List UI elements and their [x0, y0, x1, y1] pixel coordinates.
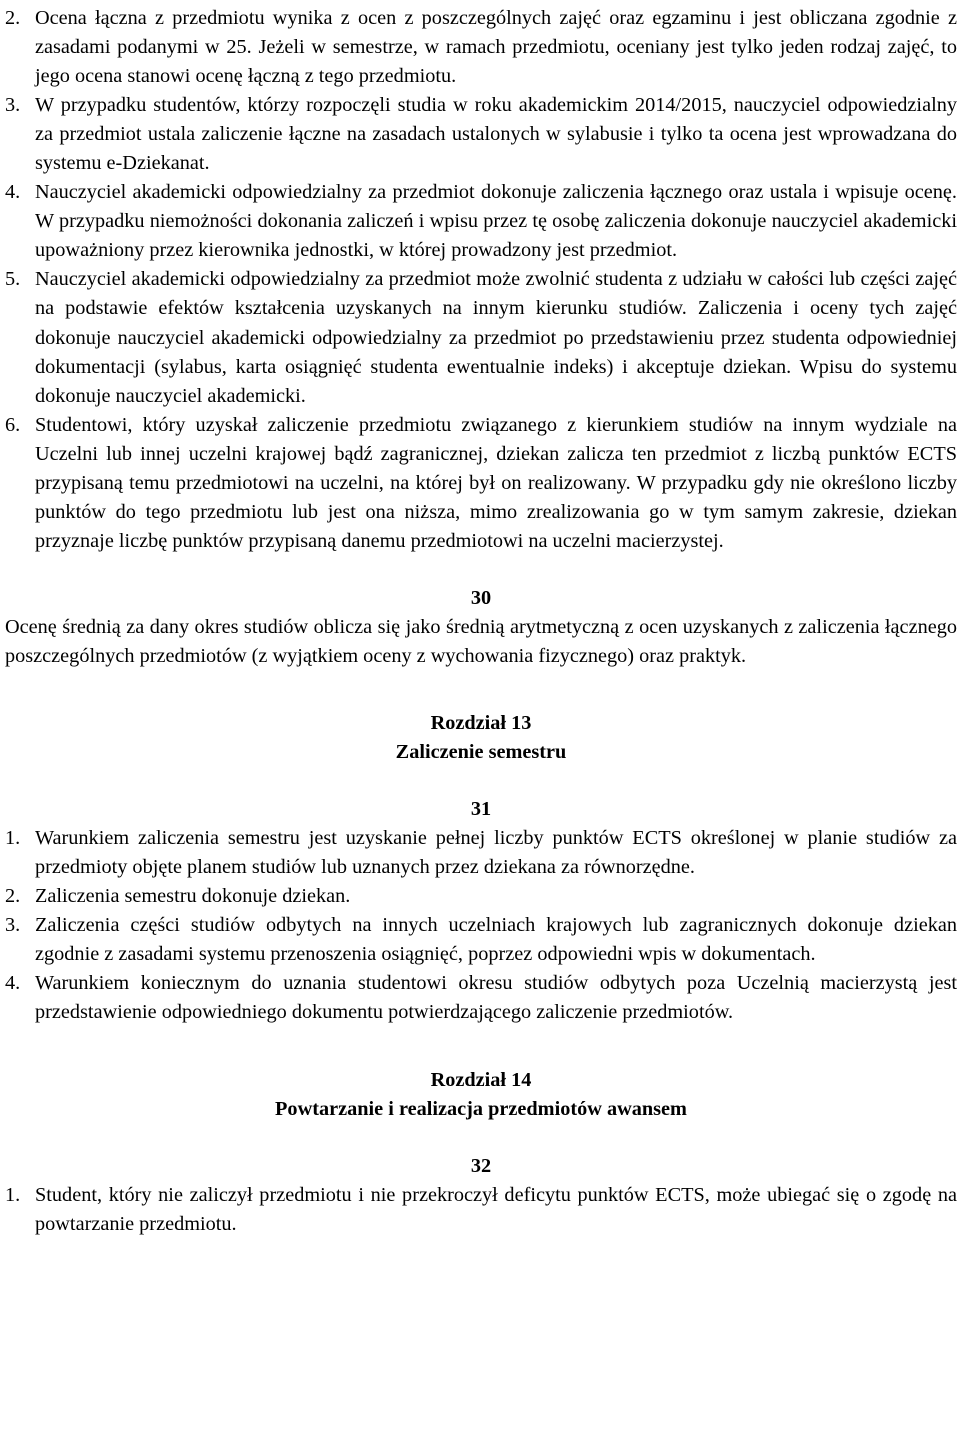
list-item: [5, 91, 957, 178]
item-text: Warunkiem koniecznym do uznania studentowi okresu studiów odbytych poza Uczelnią macierzystą jest przedstawienie odpowiedniego dokumentu potwierdzającego zaliczenie przedmiotów.: [35, 972, 957, 1024]
item-number: 3.: [5, 94, 21, 117]
item-text: Nauczyciel akademicki odpowiedzialny za przedmiot może zwolnić studenta z udziału w całości lub części zajęć na podstawie efektów kształcenia uzyskanych na innym kierunku studiów. Zaliczenia i oceny tych zajęć dokonuje nauczyciel akademicki odpowiedzialny za przedmiot po przedstawieniu przez studenta odpowiedniej dokumentacji (sylabus, karta osiągnięć studenta ewentualnie indeks) i akceptuje dziekan. Wpisu do systemu dokonuje nauczyciel akademicki.: [35, 268, 957, 407]
item-number: 4.: [5, 972, 21, 995]
section-heading-30: 30: [470, 586, 492, 609]
list-item: [5, 1181, 957, 1239]
list-item: [5, 882, 957, 911]
item-text: Nauczyciel akademicki odpowiedzialny za przedmiot dokonuje zaliczenia łącznego oraz ustala i wpisuje ocenę. W przypadku niemożności dokonania zaliczeń i wpisu przez tę osobę zaliczenia dokonuje nauczyciel akademicki upoważniony przez kierownika jednostki, w której prowadzony jest przedmiot.: [35, 181, 957, 262]
list-item: [5, 969, 957, 1027]
item-number: 2.: [5, 885, 21, 908]
item-text: Warunkiem zaliczenia semestru jest uzyskanie pełnej liczby punktów ECTS określonej w planie studiów za przedmioty objęte planem studiów lub uznanych przez dziekana za równorzędne.: [35, 827, 957, 879]
list-item: [5, 265, 957, 410]
chapter-13-subtitle: Zaliczenie semestru: [395, 741, 567, 764]
item-number: 1.: [5, 827, 21, 850]
item-number: 5.: [5, 268, 21, 291]
chapter-13-title: Rozdział 13: [430, 712, 532, 735]
item-number: 1.: [5, 1183, 21, 1206]
item-text: Zaliczenia semestru dokonuje dziekan.: [35, 885, 351, 908]
list-item: [5, 911, 957, 969]
document-page: [5, 4, 957, 1239]
item-number: 4.: [5, 181, 21, 204]
chapter-14-title: Rozdział 14: [430, 1068, 532, 1091]
item-text: Zaliczenia części studiów odbytych na innych uczelniach krajowych lub zagranicznych dokonuje dziekan zgodnie z zasadami systemu przenoszenia osiągnięć, poprzez odpowiedni wpis w dokumentach.: [35, 914, 957, 966]
item-text: Studentowi, który uzyskał zaliczenie przedmiotu związanego z kierunkiem studiów na innym wydziale na Uczelni lub innej uczelni krajowej bądź zagranicznej, dziekan zalicza ten przedmiot z liczbą punktów ECTS przypisaną temu przedmiotowi na uczelni, na której był on realizowany. W przypadku gdy nie określono liczby punktów do tego przedmiotu lub jest ona niższa, mimo zrealizowania go w tym samym zakresie, dziekan przyznaje liczbę punktów przypisaną danemu przedmiotowi na uczelni macierzystej.: [35, 413, 957, 552]
item-number: 6.: [5, 413, 21, 436]
list-item: [5, 178, 957, 265]
section-heading-31: 31: [470, 798, 492, 821]
item-text: W przypadku studentów, którzy rozpoczęli studia w roku akademickim 2014/2015, nauczyciel odpowiedzialny za przedmiot ustala zaliczenie łączne na zasadach ustalonych w sylabusie i tylko ta ocena jest wprowadzana do systemu e-Dziekanat.: [35, 94, 957, 175]
list-item: [5, 4, 957, 91]
list-item: [5, 411, 957, 556]
item-text: Student, który nie zaliczył przedmiotu i nie przekroczył deficytu punktów ECTS, może ubiegać się o zgodę na powtarzanie przedmiotu.: [35, 1183, 957, 1235]
item-text: Ocena łączna z przedmiotu wynika z ocen z poszczególnych zajęć oraz egzaminu i jest obliczana zgodnie z zasadami podanymi w 25. Jeżeli w semestrze, w ramach przedmiotu, oceniany jest tylko jeden rodzaj zajęć, to jego ocena stanowi ocenę łączną z tego przedmiotu.: [35, 7, 957, 88]
section-heading-32: 32: [470, 1154, 492, 1177]
item-number: 3.: [5, 914, 21, 937]
list-item: [5, 824, 957, 882]
chapter-14-subtitle: Powtarzanie i realizacja przedmiotów awansem: [275, 1097, 687, 1120]
item-number: 2.: [5, 7, 21, 29]
section-30-text: Ocenę średnią za dany okres studiów oblicza się jako średnią arytmetyczną z ocen uzyskanych z zaliczenia łącznego poszczególnych przedmiotów (z wyjątkiem oceny z wychowania fizycznego) oraz praktyk.: [5, 615, 957, 667]
